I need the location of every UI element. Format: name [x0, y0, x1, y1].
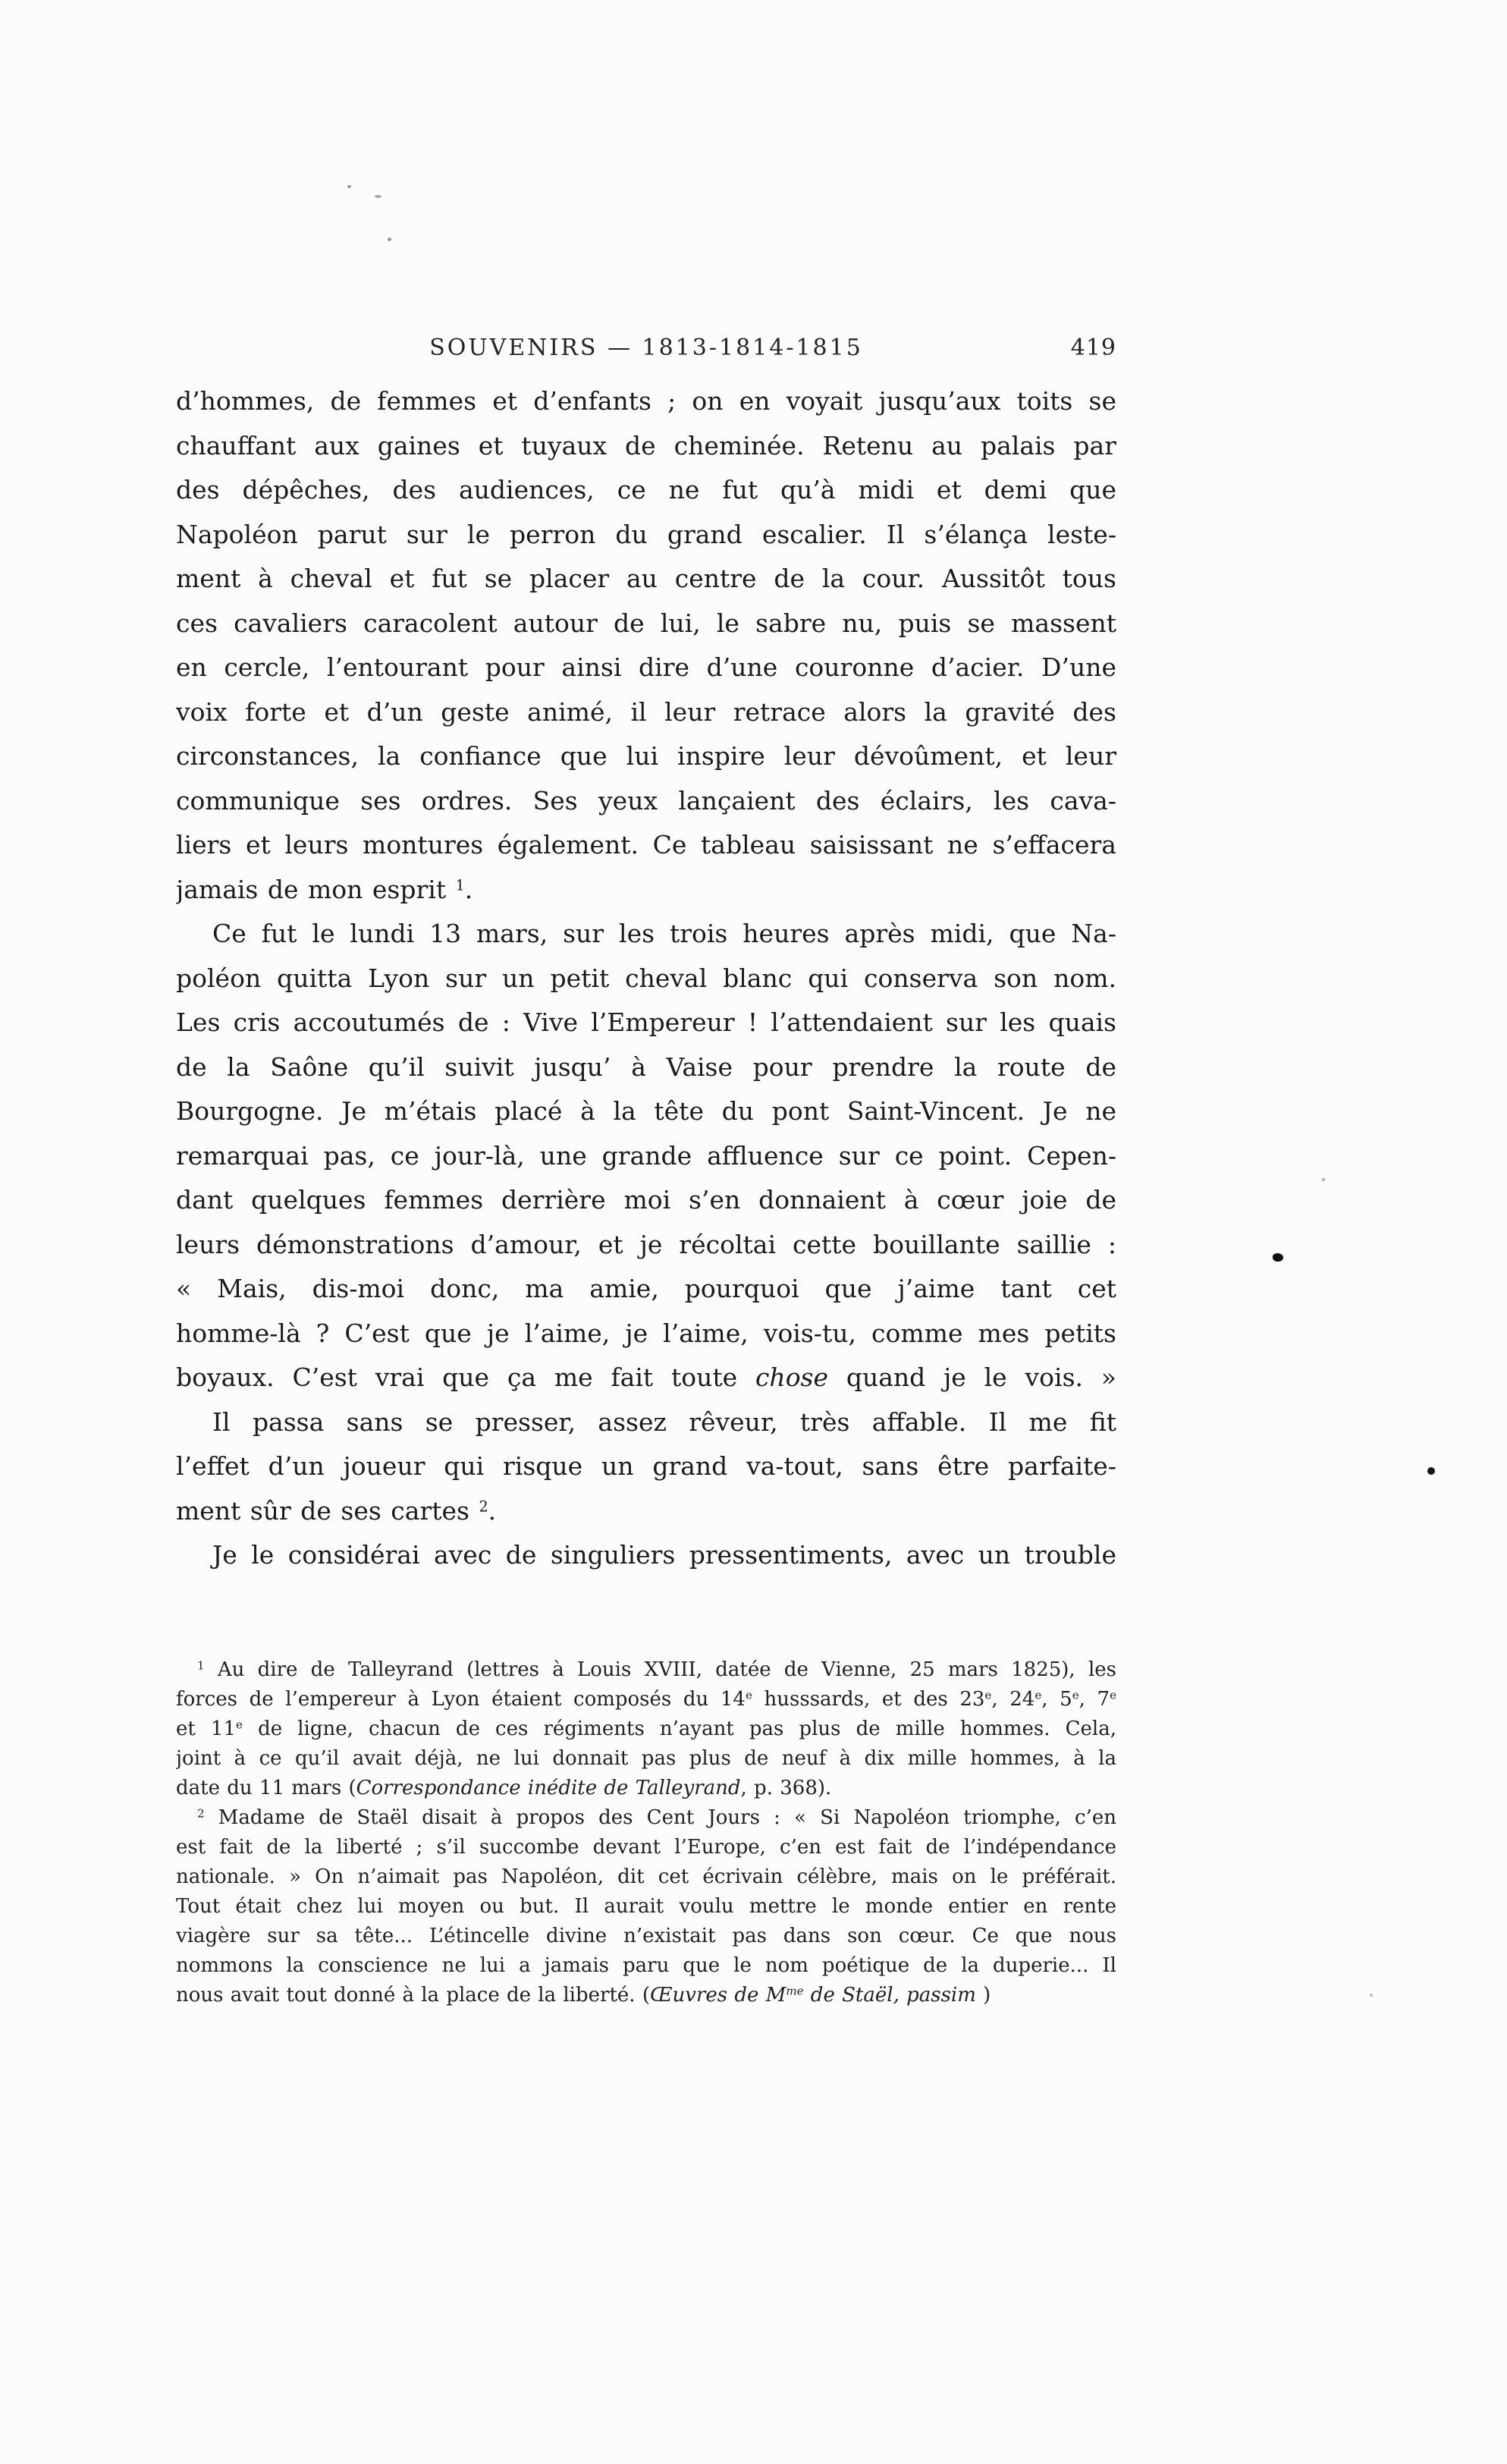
footnote-line: date du 11 mars (Correspondance inédite de Talleyrand, p. 368). [176, 1777, 832, 1799]
scan-speck [347, 185, 351, 188]
body-line: poléon quitta Lyon sur un petit cheval blanc qui conserva son nom. [176, 963, 1116, 993]
footnote-line: nous avait tout donné à la place de la liberté. (Œuvres de $M^{me}$ de Staël, passim ) [176, 1984, 991, 2007]
footnote-line: est fait de la liberté ; s’il succombe devant l’Europe, c’en est fait de l’indépendance [176, 1836, 1116, 1859]
body-line: dant quelques femmes derrière moi s’en donnaient à cœur joie de [176, 1185, 1116, 1215]
running-head [176, 334, 1116, 364]
body-line: Bourgogne. Je m’étais placé à la tête du pont Saint-Vincent. Je ne [176, 1096, 1116, 1126]
body-line: d’hommes, de femmes et d’enfants ; on en voyait jusqu’aux toits se [176, 386, 1116, 416]
footnote-line: $^2$ Madame de Staël disait à propos des Cent Jours : « Si Napoléon triomphe, c’en [197, 1806, 1116, 1829]
footnote-line: nommons la conscience ne lui a jamais paru que le nom poétique de la duperie... Il [176, 1954, 1116, 1977]
scan-speck [388, 237, 391, 241]
body-line: chauffant aux gaines et tuyaux de cheminée. Retenu au palais par [176, 430, 1116, 460]
footnote-1 [176, 1655, 1116, 1803]
body-line: « Mais, dis-moi donc, ma amie, pourquoi que j’aime tant cet [176, 1274, 1116, 1303]
scan-speck [375, 195, 381, 198]
body-line: homme-là ? C’est que je l’aime, je l’aime, vois-tu, comme mes petits [176, 1318, 1116, 1348]
scan-speck [1427, 1467, 1435, 1475]
footnote-line: forces de l’empereur à Lyon étaient composés du 14e husssards, et des 23e, 24e, 5e, 7e [176, 1688, 1116, 1711]
body-line: Napoléon parut sur le perron du grand escalier. Il s’élança leste- [176, 519, 1116, 549]
body-line: leurs démonstrations d’amour, et je récoltai cette bouillante saillie : [176, 1229, 1116, 1259]
body-line: communique ses ordres. Ses yeux lançaient des éclairs, les cava- [176, 785, 1116, 816]
body-line: Ce fut le lundi 13 mars, sur les trois heures après midi, que Na- [212, 919, 1116, 948]
scan-speck [1370, 1994, 1373, 1997]
body-line: ment à cheval et fut se placer au centre de la cour. Aussitôt tous [176, 564, 1116, 593]
body-line: liers et leurs montures également. Ce tableau saisissant ne s’effacera [176, 830, 1116, 860]
body-line: Il passa sans se presser, assez rêveur, très affable. Il me fit [212, 1406, 1116, 1437]
footnote-line: Tout était chez lui moyen ou but. Il aurait voulu mettre le monde entier en rente [176, 1895, 1116, 1918]
paragraph-1 [176, 379, 1116, 912]
body-line: de la Saône qu’il suivit jusqu’ à Vaise pour prendre la route de [176, 1051, 1116, 1082]
body-line: des dépêches, des audiences, ce ne fut qu’à midi et demi que [176, 475, 1116, 504]
body-line: remarquai pas, ce jour-là, une grande affluence sur ce point. Cepen- [176, 1140, 1116, 1171]
scan-speck [1273, 1253, 1283, 1262]
footnote-2 [176, 1803, 1116, 2010]
body-line: en cercle, l’entourant pour ainsi dire d’une couronne d’acier. D’une [176, 652, 1116, 682]
paragraph-3 [176, 1400, 1116, 1534]
body-line: circonstances, la confiance que lui inspire leur dévoûment, et leur [176, 741, 1116, 771]
body-line: l’effet d’un joueur qui risque un grand va-tout, sans être parfaite- [176, 1451, 1116, 1481]
footnotes-block [176, 1655, 1116, 2010]
footnote-line: $^1$ Au dire de Talleyrand (lettres à Louis XVIII, datée de Vienne, 25 mars 1825), les [197, 1658, 1116, 1681]
body-line: jamais de mon esprit $^1$. [176, 874, 473, 904]
footnote-line: et 11e de ligne, chacun de ces régiments n’ayant pas plus de mille hommes. Cela, [176, 1718, 1116, 1740]
body-line: boyaux. C’est vrai que ça me fait toute chose quand je le vois. » [176, 1362, 1116, 1392]
scan-speck [1322, 1178, 1325, 1181]
body-line: ment sûr de ses cartes $^2$. [176, 1495, 497, 1526]
body-line: Je le considérai avec de singuliers pressentiments, avec un trouble [212, 1540, 1116, 1570]
footnote-line: viagère sur sa tête... L’étincelle divine n’existait pas dans son cœur. Ce que nous [176, 1925, 1116, 1947]
paragraph-2 [176, 912, 1116, 1400]
page-number: 419 [1070, 335, 1116, 361]
footnote-line: joint à ce qu’il avait déjà, ne lui donnait pas plus de neuf à dix mille hommes, à la [176, 1747, 1116, 1770]
footnote-line: nationale. » On n’aimait pas Napoléon, dit cet écrivain célèbre, mais on le préférait. [176, 1865, 1116, 1888]
paragraph-4 [176, 1533, 1116, 1578]
running-title: SOUVENIRS — 1813-1814-1815 [429, 335, 863, 361]
body-line: Les cris accoutumés de : Vive l’Empereur ! l’attendaient sur les quais [176, 1007, 1116, 1037]
body-line: voix forte et d’un geste animé, il leur retrace alors la gravité des [176, 696, 1116, 727]
body-line: ces cavaliers caracolent autour de lui, le sabre nu, puis se massent [176, 608, 1116, 638]
main-text-block [176, 379, 1116, 1578]
